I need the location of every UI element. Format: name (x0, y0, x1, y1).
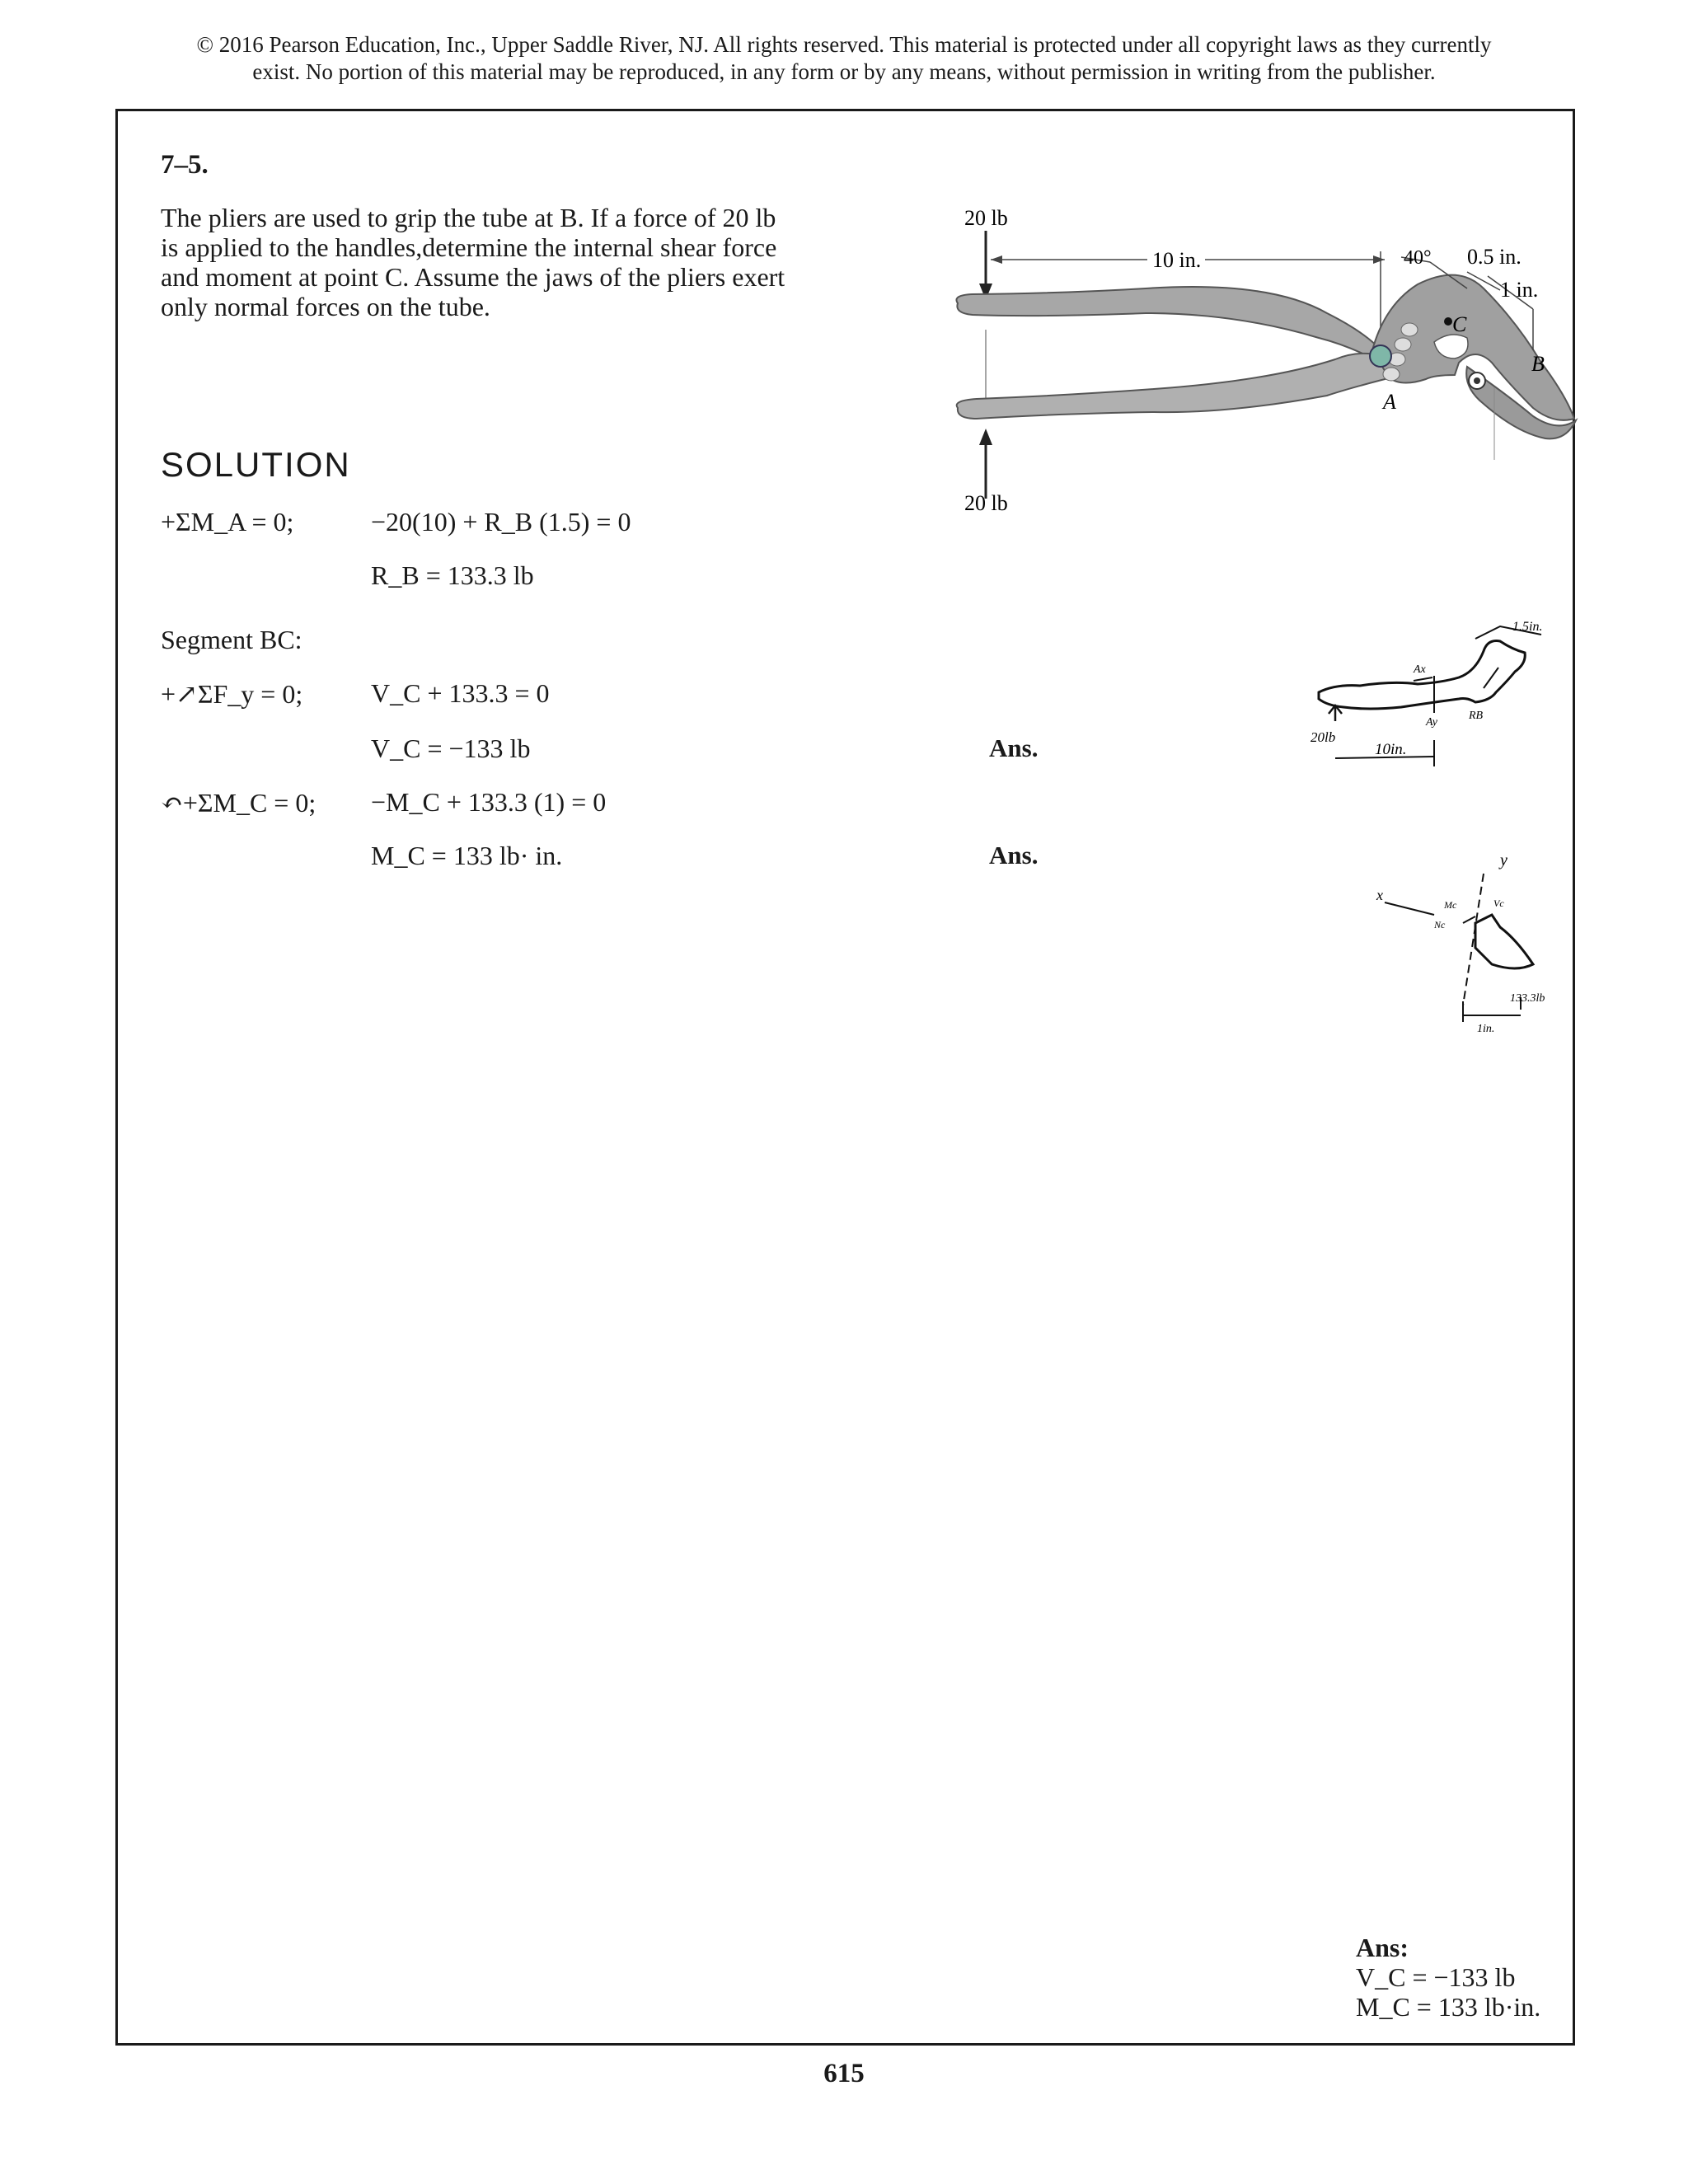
ans-label-1: Ans. (989, 733, 1039, 762)
final-answer (1356, 1933, 1540, 2022)
sketch1-length-label: 10in. (1375, 741, 1407, 758)
point-a-label: A (1383, 390, 1396, 414)
problem-line: The pliers are used to grip the tube at B. If a force of 20 lb (161, 203, 776, 232)
ans-label-2: Ans. (989, 841, 1039, 869)
sketch2-force-label: 133.3lb (1510, 992, 1545, 1005)
problem-line: is applied to the handles,determine the internal shear force (161, 232, 777, 262)
eq1-label: +ΣM_A = 0; (161, 507, 294, 537)
force-bottom-label: 20 lb (964, 491, 1008, 515)
sketch2-y-label: y (1500, 851, 1507, 869)
dim-length-label: 10 in. (1152, 248, 1202, 272)
solution-heading: SOLUTION (161, 445, 351, 484)
sketch2-vc-label: Vc (1493, 898, 1504, 909)
final-answer-heading: Ans: (1356, 1933, 1409, 1962)
point-c-label: C (1452, 312, 1467, 336)
sketch1-ay-label: Ay (1426, 716, 1437, 729)
eq2: V_C + 133.3 = 0 (371, 678, 550, 708)
eq2-result: V_C = −133 lb (371, 733, 531, 763)
free-body-sketch-2 (1368, 841, 1566, 1055)
pliers-figure (940, 198, 1599, 527)
sketch1-15-label: 1.5in. (1512, 620, 1543, 634)
eq3: −M_C + 133.3 (1) = 0 (371, 787, 607, 817)
copyright-notice (0, 31, 1688, 86)
eq3-label: ↶+ΣM_C = 0; (161, 788, 316, 818)
problem-line: and moment at point C. Assume the jaws of the pliers exert (161, 262, 785, 292)
problem-number: 7–5. (161, 150, 209, 180)
problem-line: only normal forces on the tube. (161, 292, 490, 321)
dim-half-label: 0.5 in. (1467, 245, 1522, 269)
copyright-line-1: © 2016 Pearson Education, Inc., Upper Saddle River, NJ. All rights reserved. This material is protected under all copyright laws as they currently (196, 32, 1492, 57)
angle-label: 40° (1404, 247, 1432, 269)
final-answer-vc: V_C = −133 lb (1356, 1962, 1516, 1992)
eq1-result: R_B = 133.3 lb (371, 560, 534, 590)
sketch2-nc-label: Nc (1434, 919, 1446, 930)
sketch2-len-label: 1in. (1477, 1023, 1495, 1035)
dim-one-label: 1 in. (1500, 278, 1539, 302)
problem-statement (161, 203, 785, 321)
segment-label: Segment BC: (161, 625, 302, 654)
final-answer-mc: M_C = 133 lb·in. (1356, 1992, 1541, 2022)
sketch1-force-label: 20lb (1311, 729, 1336, 745)
eq3-result: M_C = 133 lb· in. (371, 841, 563, 870)
free-body-sketch-1 (1286, 602, 1566, 791)
eq2-label: +↗ΣF_y = 0; (161, 679, 303, 709)
sketch1-rb-label: RB (1469, 710, 1484, 722)
point-b-label: B (1531, 352, 1545, 376)
eq1: −20(10) + R_B (1.5) = 0 (371, 507, 631, 537)
copyright-line-2: exist. No portion of this material may be reproduced, in any form or by any means, without permission in writing from the publisher. (252, 59, 1436, 84)
page-number: 615 (823, 2059, 865, 2088)
force-top-label: 20 lb (964, 206, 1008, 230)
sketch2-mc-label: Mc (1444, 899, 1457, 911)
sketch1-ax-label: Ax (1414, 663, 1426, 676)
sketch2-x-label: x (1376, 887, 1383, 903)
